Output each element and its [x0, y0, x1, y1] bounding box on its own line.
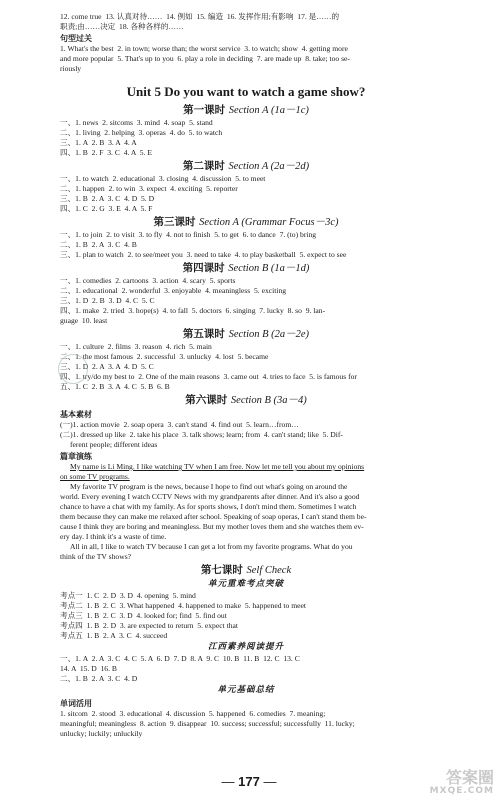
pian-heading: 篇章演练	[60, 452, 92, 461]
section-subheading: 单元重难考点突破	[207, 579, 284, 589]
text-line: 三、1. A 2. B 3. A 4. A	[60, 138, 137, 147]
text-line: 二、1. living 2. helping 3. operas 4. do 5. to watch	[60, 128, 223, 137]
text-line: 二、1. happen 2. to win 3. expect 4. exciting 5. reporter	[60, 184, 238, 193]
lesson-en: Section B (1a－1d)	[228, 263, 310, 274]
text-line: 考点三 1. B 2. C 3. D 4. looked for; find 5. find out	[60, 611, 227, 620]
unit-title: Unit 5 Do you want to watch a game show?	[126, 84, 366, 99]
text-line: 五、1. C 2. B 3. A 4. C 5. B 6. B	[60, 382, 170, 391]
text-line: 一、1. news 2. sitcoms 3. mind 4. soap 5. stand	[60, 118, 213, 127]
essay-line: All in all, I like to watch TV because I can get a lot from my favorite programs. What do you	[70, 542, 353, 551]
watermark-logo	[430, 769, 494, 796]
watermark-text: 答案圈	[445, 768, 494, 787]
essay-intro-line: on some TV programs.	[60, 472, 130, 481]
lesson-cn: 第四课时	[182, 262, 225, 274]
text-line: riously	[60, 64, 82, 73]
juxing-heading: 句型过关	[60, 34, 92, 43]
text-line: 三、1. plan to watch 2. to see/meet you 3. need to take 4. to play basketball 5. expect to see	[60, 250, 347, 259]
text-line: 12. come true 13. 认真对待…… 14. 例如 15. 编造 16. 发挥作用;有影响 17. 是……的	[60, 12, 340, 21]
text-line: ferent people; different ideas	[70, 440, 158, 449]
lesson-en: Section A (2a－2d)	[228, 161, 310, 172]
section-subheading: 单元基础总结	[217, 685, 275, 695]
text-line: 二、1. B 2. A 3. C 4. D	[60, 674, 138, 683]
essay-line: them because they can make me relaxed after school. Speaking of soap operas, I can't stand them be-	[60, 512, 367, 521]
text-line: 四、1. make 2. tried 3. hope(s) 4. to fall 5. doctors 6. singing 7. lucky 8. so 9. lan-	[60, 306, 326, 315]
text-line: and more popular 5. That's up to you 6. play a role in deciding 7. are made up 8. take; too se-	[60, 54, 350, 63]
text-line: 二、1. B 2. A 3. C 4. B	[60, 240, 137, 249]
text-line: 四、1. C 2. G 3. E 4. A 5. F	[60, 204, 153, 213]
text-line: 一、1. culture 2. films 3. reason 4. rich 5. main	[60, 342, 212, 351]
library-stamp	[58, 354, 88, 384]
essay-line: think of the TV shows?	[60, 552, 132, 561]
lesson-cn: 第五课时	[182, 328, 225, 340]
essay-line: ery day. I think it's a waste of time.	[60, 532, 167, 541]
lesson-cn: 第一课时	[183, 104, 226, 116]
text-line: 考点四 1. B 2. D 3. are expected to return 5. expect that	[60, 621, 238, 630]
text-line: 14. A 15. D 16. B	[60, 664, 117, 673]
lesson-cn: 第三课时	[153, 216, 196, 228]
lesson-en: Section A (Grammar Focus－3c)	[199, 217, 339, 228]
text-line: (二)1. dressed up like 2. take his place 3. talk shows; learn; from 4. can't stand; like 5. Dif-	[60, 430, 343, 439]
essay-line: My favorite TV program is the news, because I hope to find out what's going on around the	[70, 482, 348, 491]
text-line: guage 10. least	[60, 316, 108, 325]
lesson-2-title	[60, 159, 432, 174]
lesson-cn: 第七课时	[200, 564, 243, 576]
text-line: 考点二 1. B 2. C 3. What happened 4. happened to make 5. happened to meet	[60, 601, 306, 610]
essay-line: cause I think they are boring and meaningless. But my mother loves them and she watches them ev-	[60, 522, 364, 531]
lesson-4-title	[60, 261, 432, 276]
text-line: 一、1. to join 2. to visit 3. to fly 4. not to finish 5. to get 6. to dance 7. (to) bring	[60, 230, 317, 239]
text-line: 二、1. the most famous 2. successful 3. unlucky 4. lost 5. became	[60, 352, 269, 361]
text-line: 一、1. A 2. A 3. C 4. C 5. A 6. D 7. D 8. A 9. C 10. B 11. B 12. C 13. C	[60, 654, 300, 663]
text-line: 考点五 1. B 2. A 3. C 4. succeed	[60, 631, 168, 640]
lesson-cn: 第六课时	[185, 394, 228, 406]
essay-intro-line: My name is Li Ming. I like watching TV when I am free. Now let me tell you about my opinions	[70, 462, 365, 471]
page-number-value: 177	[238, 774, 260, 789]
juxing-lines	[60, 44, 432, 74]
lesson-6-title	[60, 393, 432, 408]
essay-line: world. Every evening I watch CCTV News with my grandparents after dinner. And it's also a good	[60, 492, 360, 501]
text-line: 三、1. B 2. A 3. C 4. D 5. D	[60, 194, 155, 203]
lesson-en: Section B (3a－4)	[230, 395, 307, 406]
lesson-5-title	[60, 327, 432, 342]
text-line: 四、1. B 2. F 3. C 4. A 5. E	[60, 148, 152, 157]
lesson-en: Section B (2a－2e)	[228, 329, 310, 340]
text-line: 一、1. comedies 2. cartoons 3. action 4. scary 5. sports	[60, 276, 236, 285]
lesson-en: Self Check	[246, 565, 292, 576]
text-line: meaningful; meaningless 8. action 9. disappear 10. success; successful; successfully 11. lucky;	[60, 719, 355, 728]
lesson-7-title	[60, 563, 432, 578]
section-subheading: 江西素养阅读提升	[207, 642, 284, 652]
page-number: — 177 —	[221, 774, 277, 789]
lesson-cn: 第二课时	[182, 160, 225, 172]
text-line: 职责;由……决定 18. 各种各样的……	[60, 22, 184, 31]
lesson-1-title	[60, 103, 432, 118]
text-line: 一、1. to watch 2. educational 3. closing 4. discussion 5. to meet	[60, 174, 266, 183]
top-lines	[60, 12, 432, 32]
text-line: 三、1. D 2. B 3. D 4. C 5. C	[60, 296, 155, 305]
text-line: 二、1. educational 2. wonderful 3. enjoyable 4. meaningless 5. exciting	[60, 286, 287, 295]
text-line: 1. What's the best 2. in town; worse than; the worst service 3. to watch; show 4. getting more	[60, 44, 348, 53]
text-line: 四、1. try/do my best to 2. One of the main reasons 3. came out 4. tries to face 5. is famous for	[60, 372, 357, 381]
lesson-en: Section A (1a－1c)	[228, 105, 309, 116]
lesson-3-title	[60, 215, 432, 230]
essay-line: chance to have a chat with my family. As for sports shows, I don't mind them. Sometimes I watch	[60, 502, 357, 511]
jiben-heading: 基本素材	[60, 410, 92, 419]
text-line: 1. sitcom 2. stood 3. educational 4. discussion 5. happened 6. comedies 7. meaning;	[60, 709, 326, 718]
text-line: 三、1. D 2. A 3. A 4. D 5. C	[60, 362, 154, 371]
watermark-url: MXQE.COM	[429, 786, 494, 796]
text-line: unlucky; luckily; unluckily	[60, 729, 143, 738]
danci-heading: 单词活用	[60, 699, 92, 708]
text-line: 考点一 1. C 2. D 3. D 4. opening 5. mind	[60, 591, 196, 600]
text-line: (一)1. action movie 2. soap opera 3. can't stand 4. find out 5. learn…from…	[60, 420, 299, 429]
